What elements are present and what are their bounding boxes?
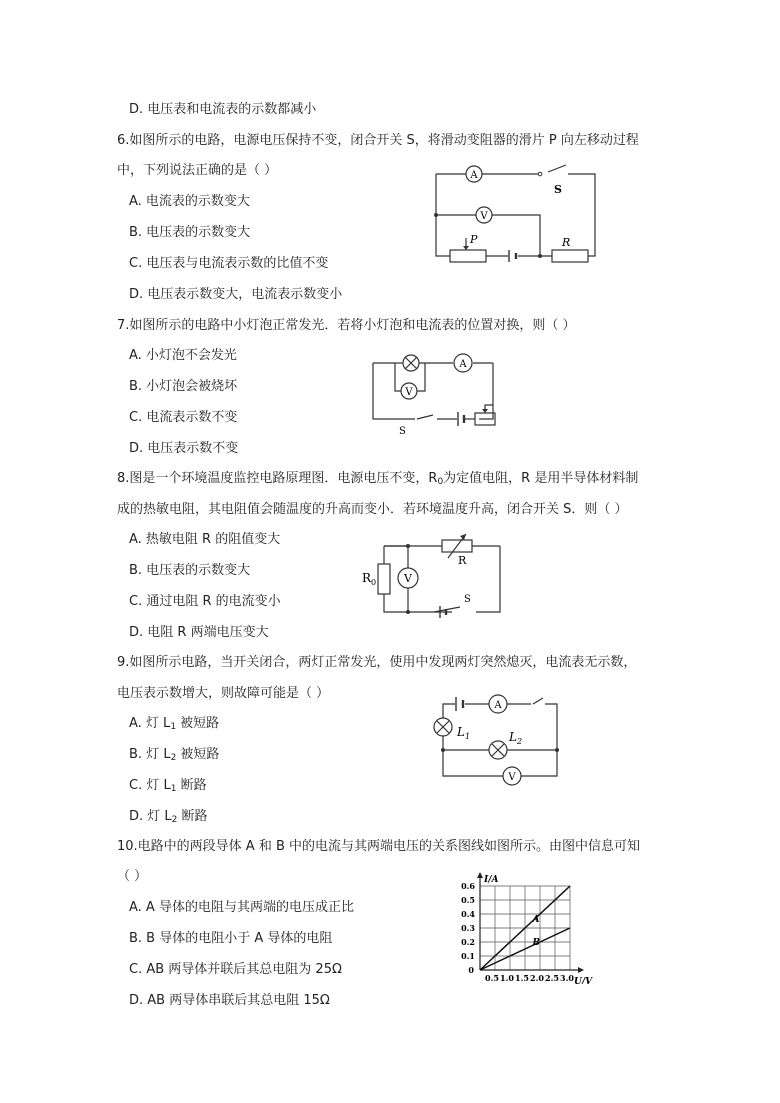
ammeter-label: A <box>459 359 467 370</box>
q8-stem-subscript: 0 <box>437 477 444 487</box>
q10-stem-line1: 10.电路中的两段导体 A 和 B 中的电流与其两端电压的关系图线如图所示。由图中信息可知 <box>117 839 641 854</box>
switch-label: S <box>464 594 471 605</box>
y-tick-label: 0.1 <box>461 951 475 961</box>
q9-option-a-text: A. 灯 L <box>129 716 171 731</box>
x-tick-label: 3.0 <box>560 973 574 983</box>
q8-stem-text-a: 8.图是一个环境温度监控电路原理图．电源电压不变，R <box>117 471 438 486</box>
q9-option-c-sub: 1 <box>170 784 177 794</box>
q6-stem-line2: 中，下列说法正确的是（ ） <box>117 163 278 178</box>
x-tick-label: 2.5 <box>545 973 559 983</box>
q5-option-d: D. 电压表和电流表的示数都减小 <box>129 102 317 117</box>
q7-option-c: C. 电流表示数不变 <box>129 410 238 425</box>
ammeter-label: A <box>470 170 478 181</box>
q9-option-b-post: 被短路 <box>176 747 220 762</box>
resistor-label: R <box>562 236 571 249</box>
r0-label: $R_0$ <box>362 571 377 587</box>
y-axis-arrow <box>477 872 483 878</box>
q9-option-b-sub: 2 <box>170 753 177 763</box>
q6-option-d: D. 电压表示数变大，电流表示数变小 <box>129 287 343 302</box>
q9-option-d <box>129 808 208 826</box>
q9-option-b-text: B. 灯 L <box>129 747 171 762</box>
slider-label: P <box>470 233 478 246</box>
q9-option-a <box>129 715 219 733</box>
q10-option-a: A. A 导体的电阻与其两端的电压成正比 <box>129 900 354 915</box>
q8-stem-text-b: 为定值电阻，R 是用半导体材料制 <box>443 471 639 486</box>
x-axis-arrow <box>578 967 584 973</box>
q10-option-c: C. AB 两导体并联后其总电阻为 25Ω <box>129 962 342 977</box>
voltmeter-label: V <box>508 772 516 783</box>
chart-ticks <box>461 881 574 983</box>
q9-option-d-post: 断路 <box>177 809 208 824</box>
y-tick-label: 0.6 <box>461 881 475 891</box>
y-tick-label: 0.4 <box>461 909 475 919</box>
series-label-a: A <box>532 914 540 925</box>
q6-option-a: A. 电流表的示数变大 <box>129 194 250 209</box>
switch-label: S <box>554 183 562 196</box>
q8-stem-line1 <box>117 470 638 488</box>
y-tick-label: 0.5 <box>461 895 475 905</box>
q7-stem: 7.如图所示的电路中小灯泡正常发光．若将小灯泡和电流表的位置对换，则（ ） <box>117 318 576 333</box>
q9-option-c-text: C. 灯 L <box>129 778 171 793</box>
q10-option-d: D. AB 两导体串联后其总电阻 15Ω <box>129 993 330 1008</box>
voltmeter-label: V <box>404 572 412 585</box>
q8-stem-line2: 成的热敏电阻，其电阻值会随温度的升高而变小．若环境温度升高，闭合开关 S．则（ ） <box>117 502 628 517</box>
x-tick-label: 1.5 <box>515 973 529 983</box>
x-axis-label: U/V <box>574 977 593 984</box>
q9-option-a-sub: 1 <box>170 722 177 732</box>
q10-stem-line2: （ ） <box>117 869 148 884</box>
q7-circuit-diagram <box>365 345 505 437</box>
q10-iv-chart <box>452 872 602 984</box>
y-tick-label: 0.2 <box>461 937 475 947</box>
q10-option-b: B. B 导体的电阻小于 A 导体的电阻 <box>129 931 333 946</box>
switch-label: S <box>399 426 406 437</box>
q9-option-d-text: D. 灯 L <box>129 809 172 824</box>
l1-label: $L_1$ <box>457 725 471 741</box>
q8-option-a: A. 热敏电阻 R 的阻值变大 <box>129 532 281 547</box>
q9-option-c-post: 断路 <box>176 778 207 793</box>
q9-option-d-sub: 2 <box>171 815 178 825</box>
q6-stem-line1: 6.如图所示的电路，电源电压保持不变，闭合开关 S，将滑动变阻器的滑片 P 向左移动过程 <box>117 133 639 148</box>
q6-option-b: B. 电压表的示数变大 <box>129 225 251 240</box>
voltmeter-label: V <box>405 387 413 398</box>
x-tick-label: 2.0 <box>530 973 544 983</box>
q9-option-b <box>129 746 219 764</box>
series-label-b: B <box>532 937 541 948</box>
q6-circuit-diagram <box>430 160 610 270</box>
origin-label: 0 <box>468 965 474 975</box>
q9-option-a-post: 被短路 <box>176 716 220 731</box>
q8-option-d: D. 电阻 R 两端电压变大 <box>129 625 269 640</box>
q8-circuit-diagram <box>360 530 510 625</box>
q9-option-c <box>129 777 207 795</box>
x-tick-label: 1.0 <box>500 973 514 983</box>
q8-option-b: B. 电压表的示数变大 <box>129 563 251 578</box>
ammeter-label: A <box>494 700 502 711</box>
l2-label: $L_2$ <box>509 730 523 746</box>
q6-option-c: C. 电压表与电流表示数的比值不变 <box>129 256 329 271</box>
y-axis-label: I/A <box>484 875 499 885</box>
q7-option-d: D. 电压表示数不变 <box>129 441 239 456</box>
voltmeter-label: V <box>480 211 488 222</box>
q7-option-a: A. 小灯泡不会发光 <box>129 348 237 363</box>
q9-circuit-diagram <box>425 690 565 790</box>
x-tick-label: 0.5 <box>485 973 499 983</box>
q7-option-b: B. 小灯泡会被烧坏 <box>129 379 238 394</box>
thermistor-label: R <box>458 554 467 567</box>
q9-stem-line2: 电压表示数增大，则故障可能是（ ） <box>117 686 330 701</box>
q8-option-c: C. 通过电阻 R 的电流变小 <box>129 594 281 609</box>
q9-stem-line1: 9.如图所示电路，当开关闭合，两灯正常发光，使用中发现两灯突然熄灭，电流表无示数， <box>117 655 637 670</box>
y-tick-label: 0.3 <box>461 923 475 933</box>
